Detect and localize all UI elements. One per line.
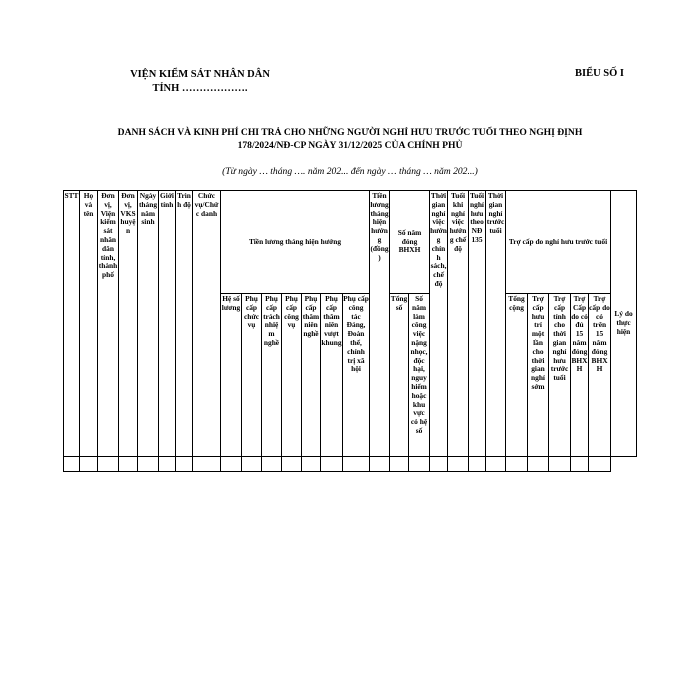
sub-tro-cap-du-15-nam: Trợ Cấp do có đủ 15 năm đóng BHXH — [571, 294, 589, 457]
org-name: VIỆN KIỂM SÁT NHÂN DÂN — [130, 69, 270, 80]
retirement-table — [63, 190, 637, 472]
form-number: BIỂU SỐ I — [575, 68, 625, 79]
period-line: (Từ ngày … tháng …. năm 202... đến ngày … tháng … năm 202...) — [222, 166, 478, 177]
table-cell — [98, 457, 119, 472]
table-cell — [282, 457, 302, 472]
sub-tro-cap-tong-cong: Tổng cộng — [506, 294, 528, 457]
title-line-2: 178/2024/NĐ-CP NGÀY 31/12/2025 CỦA CHÍNH PHỦ — [237, 140, 463, 151]
title-line-1: DANH SÁCH VÀ KINH PHÍ CHI TRẢ CHO NHỮNG NGƯỜI NGHỈ HƯU TRƯỚC TUỔI THEO NGHỊ ĐỊNH — [117, 127, 583, 138]
table-cell — [448, 457, 469, 472]
table-cell — [302, 457, 321, 472]
col-don-vi-vien: Đơn vị, Viện kiểm sát nhân dân tỉnh, thành phố — [98, 191, 119, 457]
group-tien-luong: Tiền lương tháng hiện hưởng — [221, 191, 370, 294]
table-cell — [486, 457, 506, 472]
table-cell — [343, 457, 370, 472]
col-thoi-gian-chinh-sach: Thời gian nghỉ việc hưởng chính sách, chế độ — [430, 191, 448, 457]
group-so-nam-bhxh: Số năm đóng BHXH — [390, 191, 430, 294]
col-tuoi-khi-nghi: Tuổi khi nghỉ việc hưởng chế độ — [448, 191, 469, 457]
sub-phu-cap-vuot-khung: Phụ cấp thâm niên vượt khung — [321, 294, 343, 457]
table-cell — [409, 457, 430, 472]
table-cell — [528, 457, 549, 472]
sub-tro-cap-thoi-gian: Trợ cấp tính cho thời gian nghỉ hưu trước tuổi — [549, 294, 571, 457]
table-cell — [176, 457, 193, 472]
sub-bhxh-nang-nhoc: Số năm làm công việc nặng nhọc, độc hại, nguy hiểm hoặc khu vực có hệ số — [409, 294, 430, 457]
table-cell — [321, 457, 343, 472]
col-tien-luong-hien-huong: Tiền lương tháng hiện hưởng (đồng) — [370, 191, 390, 457]
organization-header — [100, 68, 300, 96]
sub-tro-cap-tren-15-nam: Trợ cấp do có trên 15 năm đóng BHXH — [589, 294, 611, 457]
sub-phu-cap-chuc-vu: Phụ cấp chức vụ — [242, 294, 262, 457]
table-cell — [589, 457, 611, 472]
table-cell — [80, 457, 98, 472]
col-ly-do: Lý do thực hiện — [611, 191, 637, 457]
sub-he-so-luong: Hệ số lương — [221, 294, 242, 457]
col-gioi-tinh: Giới tính — [159, 191, 176, 457]
sub-bhxh-tong-so: Tổng số — [390, 294, 409, 457]
col-trinh-do: Trình độ — [176, 191, 193, 457]
table-cell — [119, 457, 138, 472]
table-cell — [242, 457, 262, 472]
table-cell — [64, 457, 80, 472]
group-tro-cap: Trợ cấp do nghỉ hưu trước tuổi — [506, 191, 611, 294]
org-province: TỈNH ………………. — [152, 83, 248, 94]
table-cell — [262, 457, 282, 472]
table-cell — [193, 457, 221, 472]
table-cell — [549, 457, 571, 472]
col-ho-ten: Họ và tên — [80, 191, 98, 457]
sub-phu-cap-cong-tac-dang: Phụ cấp công tác Đảng, Đoàn thể, chính trị xã hội — [343, 294, 370, 457]
sub-phu-cap-tham-nien-nghe: Phụ cấp thâm niên nghề — [302, 294, 321, 457]
col-chuc-vu: Chức vụ/Chức danh — [193, 191, 221, 457]
sub-tro-cap-huu-tri-mot-lan: Trợ cấp hưu trí một lần cho thời gian nghỉ sớm — [528, 294, 549, 457]
table-cell — [370, 457, 390, 472]
table-cell — [159, 457, 176, 472]
col-ngay-sinh: Ngày tháng năm sinh — [138, 191, 159, 457]
col-tuoi-nghi-huu-nd135: Tuổi nghỉ hưu theo NĐ 135 — [469, 191, 486, 457]
table-row — [64, 457, 637, 472]
document-title — [40, 126, 660, 152]
table-cell — [390, 457, 409, 472]
table-cell — [506, 457, 528, 472]
sub-phu-cap-trach-nhiem: Phụ cấp trách nhiệm nghề — [262, 294, 282, 457]
table-cell — [571, 457, 589, 472]
table-cell — [430, 457, 448, 472]
col-thoi-gian-nghi-truoc-tuoi: Thời gian nghỉ trước tuổi — [486, 191, 506, 457]
col-stt: STT — [64, 191, 80, 457]
col-don-vi-vks-huyen: Đơn vị, VKS huyện — [119, 191, 138, 457]
sub-phu-cap-cong-vu: Phụ cấp công vụ — [282, 294, 302, 457]
table-cell — [138, 457, 159, 472]
table-cell — [221, 457, 242, 472]
table-cell — [469, 457, 486, 472]
